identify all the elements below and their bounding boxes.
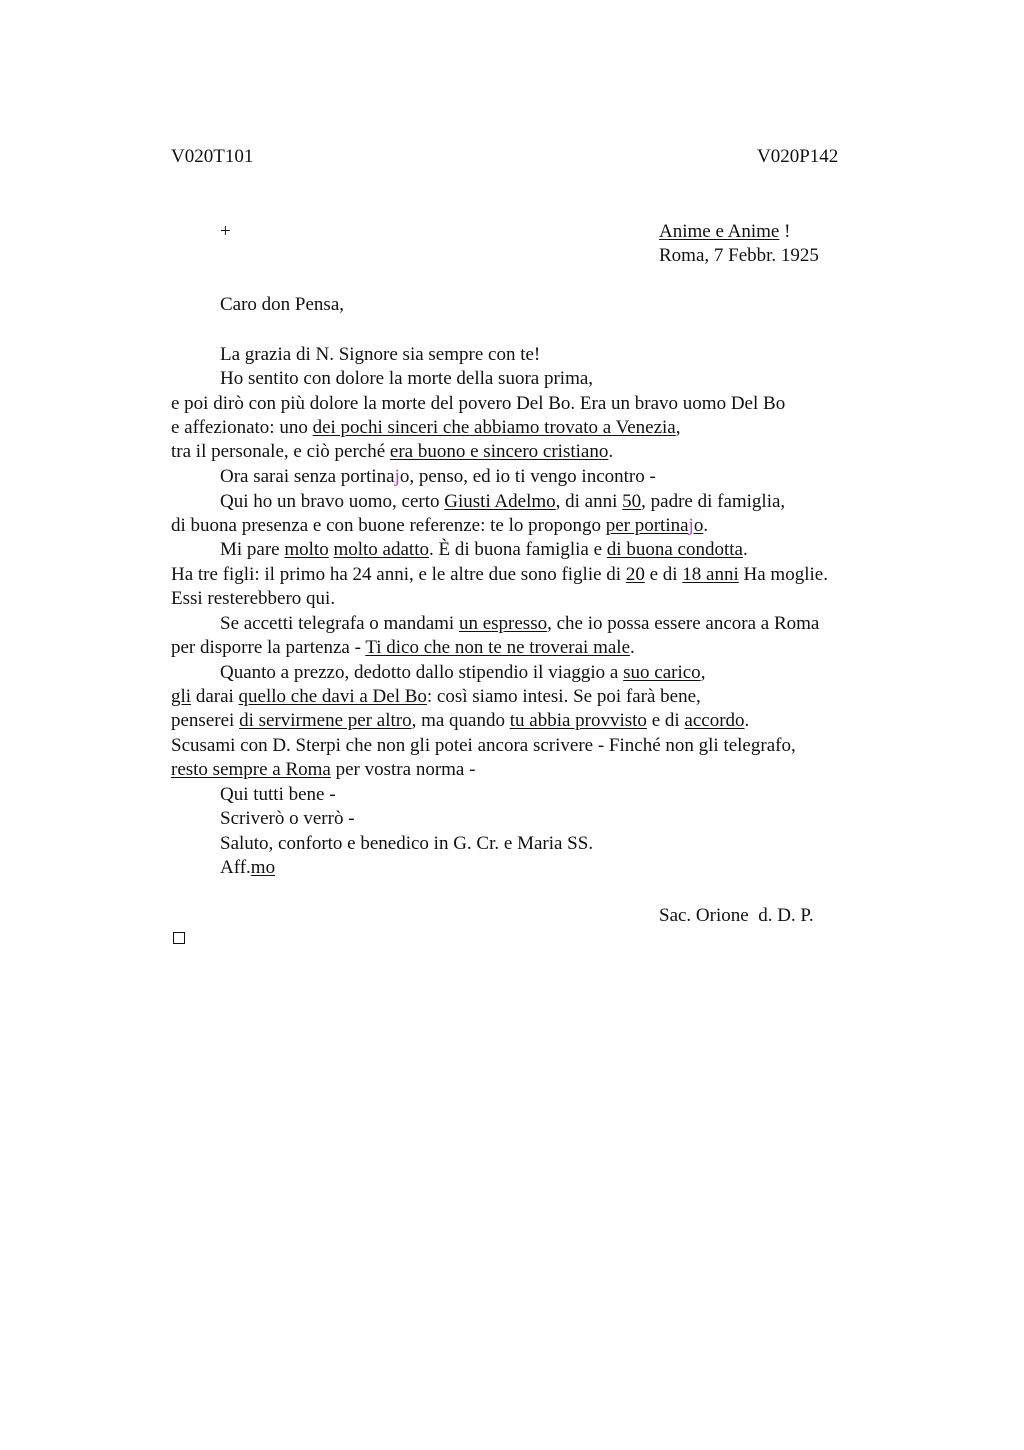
text-run: . xyxy=(630,637,635,658)
underlined-run: molto xyxy=(284,539,329,560)
underlined-run: accordo xyxy=(684,710,745,731)
underlined-run: quello che davi a Del Bo xyxy=(238,686,427,707)
underlined-run: mo xyxy=(250,857,276,878)
underlined-run: dei pochi sinceri che abbiamo trovato a Venezia xyxy=(312,417,676,438)
cross-mark: + xyxy=(220,221,231,242)
body-line xyxy=(171,636,635,660)
text-run: di buona presenza e con buone referenze: te lo propongo xyxy=(171,515,606,536)
underlined-run: un espresso xyxy=(458,613,548,634)
text-run: Se accetti telegrafa o mandami xyxy=(220,613,459,634)
text-run: Mi pare xyxy=(220,539,285,560)
document-code-left: V020T101 xyxy=(171,146,254,167)
body-line: e poi dirò con più dolore la morte del povero Del Bo. Era un bravo uomo Del Bo xyxy=(171,393,786,414)
underlined-run: di buona condotta xyxy=(606,539,743,560)
document-code-right: V020P142 xyxy=(757,146,839,167)
text-run: Quanto a prezzo, dedotto dallo stipendio il viaggio a xyxy=(220,662,624,683)
body-line: Ho sentito con dolore la morte della suora prima, xyxy=(220,368,594,389)
body-line xyxy=(171,758,475,782)
underlined-run: Ti dico che non te ne troverai male xyxy=(365,637,631,658)
underlined-run xyxy=(606,515,704,536)
text-run: Qui ho un bravo uomo, certo xyxy=(220,491,445,512)
text-run: , padre di famiglia, xyxy=(641,491,786,512)
text-run: : così siamo intesi. Se poi farà bene, xyxy=(426,686,701,707)
text-run: e di xyxy=(646,710,685,731)
body-line xyxy=(220,465,656,489)
highlighted-letter: j xyxy=(688,515,694,536)
text-run: . xyxy=(703,515,709,536)
underlined-run: molto adatto xyxy=(333,539,429,560)
underlined-run: di servirmene per altro xyxy=(239,710,412,731)
text-run: Ha moglie. xyxy=(738,564,828,585)
text-run: per portina xyxy=(605,515,689,536)
end-box-icon xyxy=(173,932,185,944)
body-line xyxy=(220,661,705,685)
text-run: Ora sarai senza portina xyxy=(220,466,395,487)
text-run: e di xyxy=(644,564,683,585)
text-run: , che io possa essere ancora a Roma xyxy=(547,613,820,634)
body-line xyxy=(220,612,819,636)
underlined-run: 50 xyxy=(622,491,642,512)
body-line xyxy=(171,563,828,587)
text-run: tra il personale, e ciò perché xyxy=(171,441,390,462)
text-run: o, penso, ed io ti vengo incontro - xyxy=(399,466,656,487)
underlined-run: 20 xyxy=(625,564,645,585)
text-run: . xyxy=(608,441,614,462)
body-line: Scusami con D. Sterpi che non gli potei ancora scrivere - Finché non gli telegrafo, xyxy=(171,735,796,756)
underlined-run: 18 anni xyxy=(682,564,739,585)
letter-title xyxy=(659,221,790,243)
body-line: Qui tutti bene - xyxy=(220,784,336,805)
body-line xyxy=(220,490,785,514)
body-line xyxy=(220,856,275,880)
text-run: . xyxy=(742,539,748,560)
letter-title-mark: ! xyxy=(779,221,791,242)
text-run: Ha tre figli: il primo ha 24 anni, e le altre due sono figlie di xyxy=(171,564,626,585)
body-line: Scriverò o verrò - xyxy=(220,808,355,829)
body-line xyxy=(171,709,749,733)
text-run: per disporre la partenza - xyxy=(171,637,366,658)
text-run: . È di buona famiglia e xyxy=(428,539,607,560)
body-line xyxy=(171,685,701,709)
body-line: Essi resterebbero qui. xyxy=(171,588,336,609)
letter-title-text: Anime e Anime xyxy=(659,221,780,242)
text-run: . xyxy=(744,710,750,731)
underlined-run: resto sempre a Roma xyxy=(171,759,331,780)
text-run: Aff. xyxy=(220,857,251,878)
body-line xyxy=(171,416,680,440)
body-line: Saluto, conforto e benedico in G. Cr. e Maria SS. xyxy=(220,833,594,854)
body-line xyxy=(171,514,708,538)
body-line xyxy=(220,538,748,562)
text-run: penserei xyxy=(171,710,240,731)
text-run: , di anni xyxy=(555,491,623,512)
text-run: , ma quando xyxy=(411,710,510,731)
body-line: La grazia di N. Signore sia sempre con te! xyxy=(220,344,541,365)
salutation: Caro don Pensa, xyxy=(220,294,345,315)
underlined-run: era buono e sincero cristiano xyxy=(389,441,609,462)
underlined-run: suo carico xyxy=(623,662,701,683)
text-run: o xyxy=(693,515,704,536)
text-run: , xyxy=(675,417,681,438)
underlined-run: tu abbia provvisto xyxy=(509,710,647,731)
underlined-run: Giusti Adelmo xyxy=(444,491,556,512)
letter-date: Roma, 7 Febbr. 1925 xyxy=(659,245,819,266)
signature: Sac. Orione d. D. P. xyxy=(659,905,814,926)
text-run: e affezionato: uno xyxy=(171,417,313,438)
underlined-run: gli xyxy=(171,686,192,707)
text-run: , xyxy=(700,662,706,683)
text-run: darai xyxy=(191,686,239,707)
highlighted-letter: j xyxy=(394,466,400,487)
body-line xyxy=(171,440,613,464)
text-run: per vostra norma - xyxy=(330,759,476,780)
